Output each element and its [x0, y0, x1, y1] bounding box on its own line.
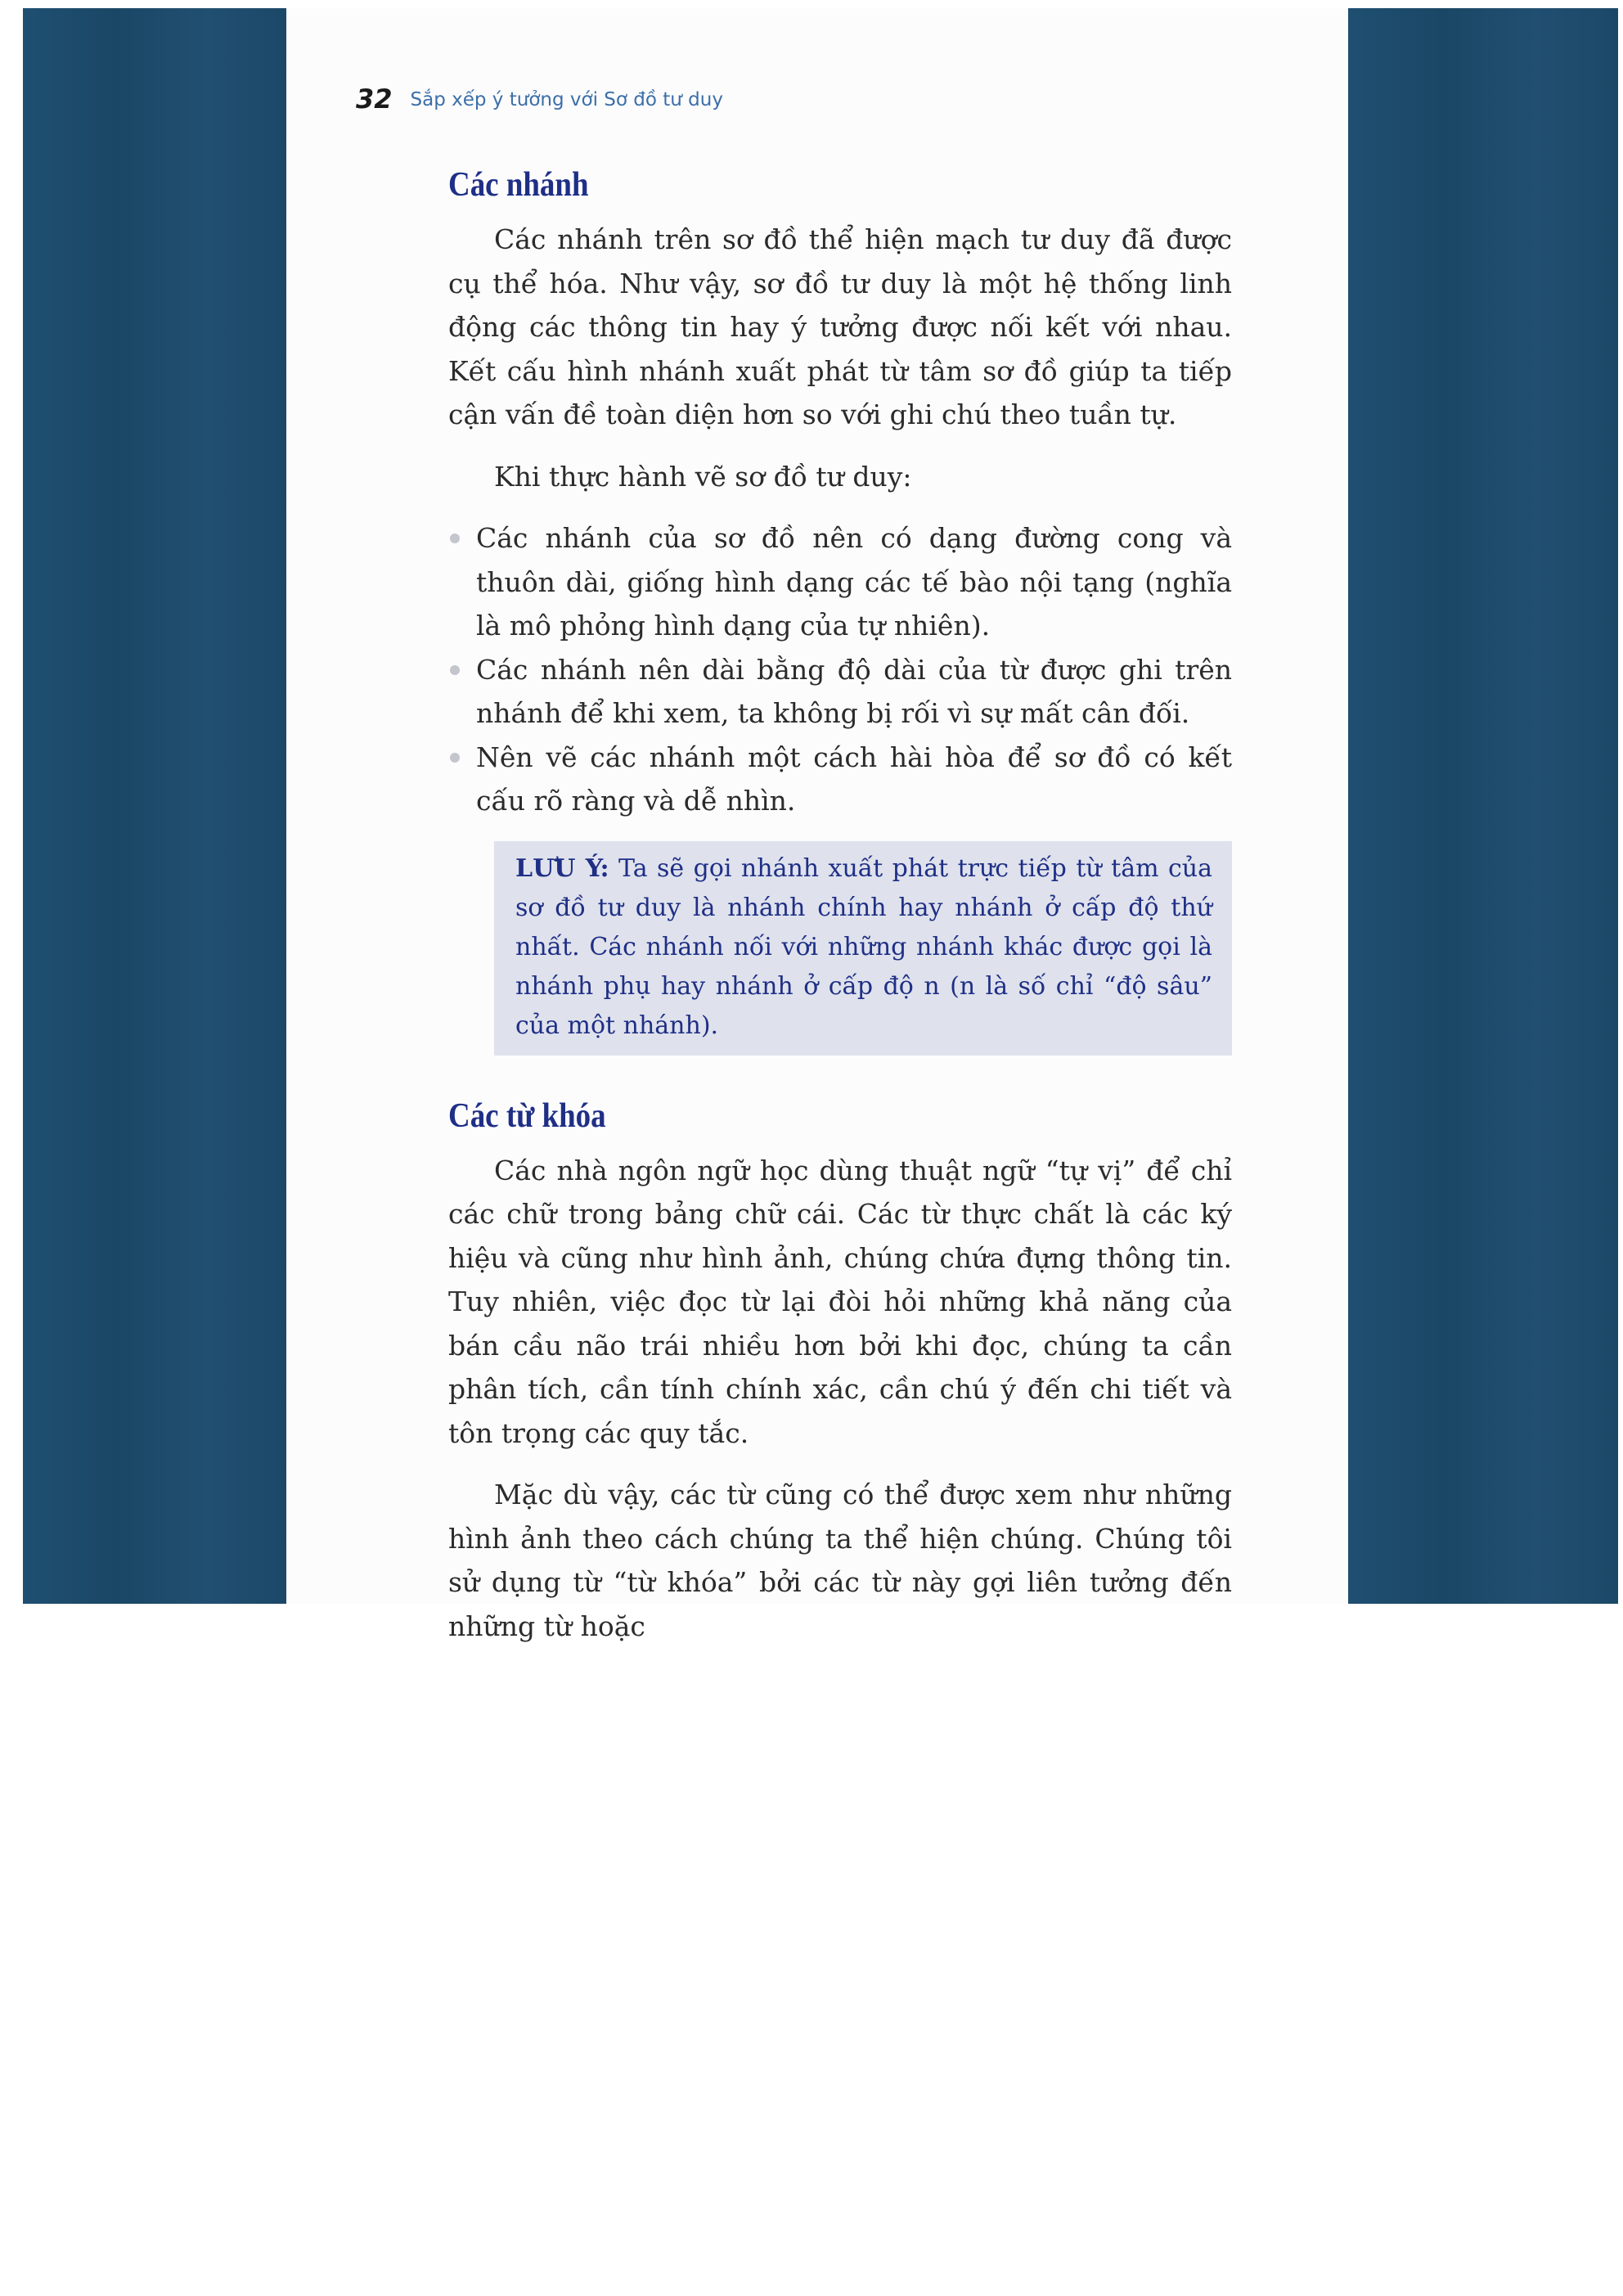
section-heading-branches: Các nhánh: [448, 166, 589, 204]
note-label: LƯU Ý:: [515, 853, 609, 883]
page-content: [448, 160, 1232, 1666]
list-item-text: Các nhánh nên dài bằng độ dài của từ được ghi trên nhánh để khi xem, ta không bị rối vì sự mất cân đối.: [476, 653, 1232, 729]
right-cover-edge: [1348, 8, 1618, 1604]
running-title: Sắp xếp ý tưởng với Sơ đồ tư duy: [410, 89, 723, 110]
scanned-page-spread: [23, 8, 1623, 1642]
page-header: [356, 83, 723, 115]
left-cover-edge: [23, 8, 286, 1604]
note-text: Ta sẽ gọi nhánh xuất phát trực tiếp từ tâm của sơ đồ tư duy là nhánh chính hay nhánh ở cấp độ thứ nhất. Các nhánh nối với những nhánh khác được gọi là nhánh phụ hay nhánh ở cấp độ n (n là số chỉ “độ sâu” của một nhánh).: [515, 853, 1212, 1040]
paragraph: Khi thực hành vẽ sơ đồ tư duy:: [494, 460, 912, 493]
list-item: [448, 648, 1232, 736]
bullet-icon: [450, 533, 460, 543]
page-number: 32: [356, 83, 393, 115]
paragraph: Mặc dù vậy, các từ cũng có thể được xem như những hình ảnh theo cách chúng ta thể hiện chúng. Chúng tôi sử dụng từ “từ khóa” bởi các từ này gợi liên tưởng đến những từ hoặc: [448, 1479, 1232, 1642]
bullet-icon: [450, 753, 460, 763]
paragraph: Các nhánh trên sơ đồ thể hiện mạch tư duy đã được cụ thể hóa. Như vậy, sơ đồ tư duy là một hệ thống linh động các thông tin hay ý tưởng được nối kết với nhau. Kết cấu hình nhánh xuất phát từ tâm sơ đồ giúp ta tiếp cận vấn đề toàn diện hơn so với ghi chú theo tuần tự.: [448, 223, 1232, 430]
note-box: [494, 841, 1232, 1056]
list-item-text: Các nhánh của sơ đồ nên có dạng đường cong và thuôn dài, giống hình dạng các tế bào nội tạng (nghĩa là mô phỏng hình dạng của tự nhiên).: [476, 522, 1232, 642]
list-item: [448, 736, 1232, 823]
bullet-icon: [450, 665, 460, 675]
bullet-list: [448, 516, 1232, 823]
book-page: [286, 8, 1348, 1642]
list-item-text: Nên vẽ các nhánh một cách hài hòa để sơ đồ có kết cấu rõ ràng và dễ nhìn.: [476, 741, 1232, 817]
section-heading-keywords: Các từ khóa: [448, 1096, 606, 1135]
paragraph: Các nhà ngôn ngữ học dùng thuật ngữ “tự vị” để chỉ các chữ trong bảng chữ cái. Các từ thực chất là các ký hiệu và cũng như hình ảnh, chúng chứa đựng thông tin. Tuy nhiên, việc đọc từ lại đòi hỏi những khả năng của bán cầu não trái nhiều hơn bởi khi đọc, chúng ta cần phân tích, cần tính chính xác, cần chú ý đến chi tiết và tôn trọng các quy tắc.: [448, 1154, 1232, 1449]
list-item: [448, 516, 1232, 648]
